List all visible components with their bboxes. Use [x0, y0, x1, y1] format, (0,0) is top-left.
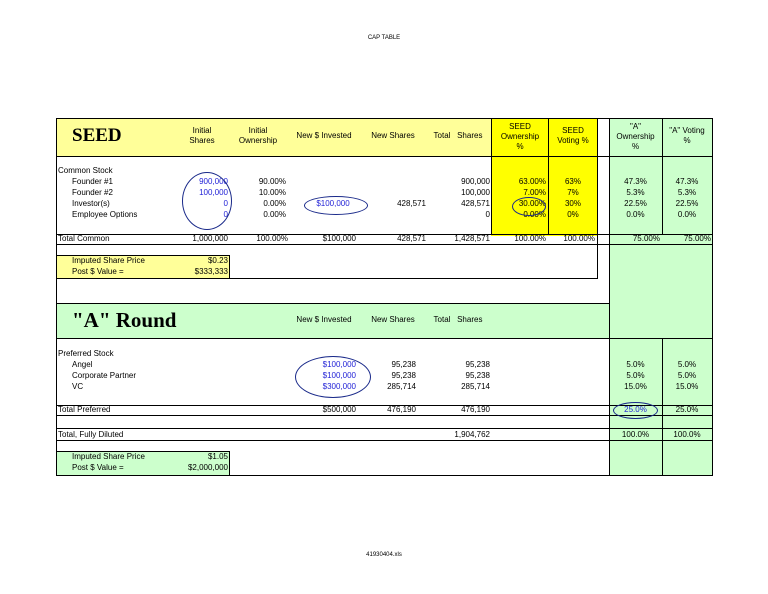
- a-columns-band: [609, 118, 712, 475]
- new-shares-cell: 428,571: [397, 199, 426, 208]
- fully-diluted-a-voting: 100.0%: [673, 430, 701, 439]
- row-name: Investor(s): [72, 199, 110, 208]
- row-name: Founder #1: [72, 177, 113, 186]
- a-voting-cell: 22.5%: [675, 199, 699, 208]
- header-new-shares: New Shares: [371, 131, 415, 140]
- a-imputed-price-value: $1.05: [207, 452, 228, 461]
- new-invested-cell[interactable]: $100,000: [322, 371, 356, 380]
- seed-title: SEED: [72, 125, 122, 146]
- total-preferred-total-shares: 476,190: [461, 405, 490, 414]
- total-shares-cell: 900,000: [461, 177, 490, 186]
- seed-voting-cell: 63%: [564, 177, 581, 186]
- header-total-shares: Total Shares: [433, 131, 483, 140]
- total-shares-cell: 285,714: [461, 382, 490, 391]
- seed-ownership-cell: 7.00%: [523, 188, 546, 197]
- header-initial-shares: Initial Shares: [189, 126, 215, 145]
- total-seed-voting: 100.00%: [563, 234, 595, 243]
- header-seed-ownership: SEED Ownership %: [500, 122, 540, 151]
- seed-voting-cell: 0%: [567, 210, 579, 219]
- a-voting-cell: 0.0%: [677, 210, 697, 219]
- total-preferred-a-ownership: 25.0%: [624, 405, 647, 414]
- a-imputed-price-label: Imputed Share Price: [72, 452, 145, 461]
- total-preferred-invested: $500,000: [322, 405, 356, 414]
- new-shares-cell: 285,714: [387, 382, 416, 391]
- a-voting-cell: 15.0%: [675, 382, 699, 391]
- new-invested-cell[interactable]: $300,000: [322, 382, 356, 391]
- a-voting-cell: 5.3%: [677, 188, 697, 197]
- total-preferred-new-shares: 476,190: [387, 405, 416, 414]
- footer-filename: 41930404.xls: [366, 552, 402, 558]
- initial-shares-cell[interactable]: 100,000: [199, 188, 228, 197]
- page-title: CAP TABLE: [367, 35, 401, 41]
- total-initial-ownership: 100.00%: [256, 234, 288, 243]
- common-stock-label: Common Stock: [58, 166, 113, 175]
- a-ownership-cell: 47.3%: [624, 177, 647, 186]
- investor-invested-circle: [304, 196, 368, 215]
- total-a-ownership: 75.00%: [632, 234, 660, 243]
- seed-ownership-cell: 0.00%: [523, 210, 546, 219]
- seed-post-value: $333,333: [194, 267, 228, 276]
- a-header-new-invested: New $ Invested: [296, 315, 352, 324]
- new-shares-cell: 95,238: [391, 371, 416, 380]
- a-ownership-cell: 5.3%: [626, 188, 645, 197]
- a-post-value-label: Post $ Value =: [72, 463, 124, 472]
- total-shares-cell: 95,238: [465, 371, 490, 380]
- initial-ownership-cell: 0.00%: [263, 199, 286, 208]
- seed-ownership-cell: 63.00%: [518, 177, 546, 186]
- initial-shares-circle: [182, 172, 232, 230]
- a-ownership-circle: [613, 402, 658, 419]
- total-shares-cell: 428,571: [461, 199, 490, 208]
- total-new-shares: 428,571: [397, 234, 426, 243]
- preferred-stock-label: Preferred Stock: [58, 349, 114, 358]
- initial-shares-cell[interactable]: 900,000: [199, 177, 228, 186]
- round-a-title: "A" Round: [72, 308, 177, 332]
- total-common-label: Total Common: [58, 234, 110, 243]
- seed-imputed-price-label: Imputed Share Price: [72, 256, 145, 265]
- total-shares-cell: 100,000: [461, 188, 490, 197]
- header-a-ownership: "A" Ownership %: [616, 122, 655, 151]
- row-name: Corporate Partner: [72, 371, 137, 380]
- seed-voting-cell: 30%: [564, 199, 581, 208]
- header-seed-voting: SEED Voting %: [557, 126, 589, 145]
- a-voting-cell: 5.0%: [677, 360, 697, 369]
- total-seed-ownership: 100.00%: [514, 234, 546, 243]
- total-new-invested: $100,000: [322, 234, 356, 243]
- a-ownership-cell: 22.5%: [624, 199, 647, 208]
- total-total-shares: 1,428,571: [454, 234, 490, 243]
- header-initial-ownership: Initial Ownership: [238, 126, 278, 145]
- initial-ownership-cell: 90.00%: [258, 177, 286, 186]
- a-ownership-cell: 5.0%: [626, 360, 645, 369]
- seed-imputed-price-value: $0.23: [207, 256, 228, 265]
- row-name: Founder #2: [72, 188, 113, 197]
- seed-ownership-circle: [512, 197, 546, 216]
- preferred-invested-circle: [295, 356, 371, 398]
- a-ownership-cell: 0.0%: [626, 210, 645, 219]
- header-a-voting: "A" Voting %: [669, 126, 705, 145]
- row-name: Employee Options: [72, 210, 138, 219]
- fully-diluted-label: Total, Fully Diluted: [58, 430, 124, 439]
- a-voting-cell: 5.0%: [677, 371, 697, 380]
- total-preferred-label: Total Preferred: [58, 405, 111, 414]
- a-header-total-shares: Total Shares: [433, 315, 483, 324]
- header-new-invested: New $ Invested: [296, 131, 352, 140]
- seed-ownership-cell: 30.00%: [518, 199, 546, 208]
- a-ownership-cell: 5.0%: [626, 371, 645, 380]
- fully-diluted-total-shares: 1,904,762: [454, 430, 490, 439]
- total-shares-cell: 95,238: [465, 360, 490, 369]
- total-initial-shares: 1,000,000: [192, 234, 228, 243]
- initial-shares-cell[interactable]: 0: [223, 199, 228, 208]
- a-post-value: $2,000,000: [187, 463, 228, 472]
- a-voting-cell: 47.3%: [675, 177, 699, 186]
- row-name: Angel: [72, 360, 93, 369]
- initial-shares-cell[interactable]: 0: [223, 210, 228, 219]
- initial-ownership-cell: 0.00%: [263, 210, 286, 219]
- fully-diluted-a-ownership: 100.0%: [621, 430, 650, 439]
- new-invested-cell[interactable]: $100,000: [316, 199, 350, 208]
- new-invested-cell[interactable]: $100,000: [322, 360, 356, 369]
- new-shares-cell: 95,238: [391, 360, 416, 369]
- total-a-voting: 75.00%: [683, 234, 711, 243]
- total-preferred-a-voting: 25.0%: [675, 405, 699, 414]
- seed-voting-cell: 7%: [567, 188, 579, 197]
- seed-post-value-label: Post $ Value =: [72, 267, 124, 276]
- a-header-new-shares: New Shares: [371, 315, 415, 324]
- a-ownership-cell: 15.0%: [624, 382, 647, 391]
- row-name: VC: [72, 382, 84, 391]
- initial-ownership-cell: 10.00%: [258, 188, 286, 197]
- total-shares-cell: 0: [485, 210, 490, 219]
